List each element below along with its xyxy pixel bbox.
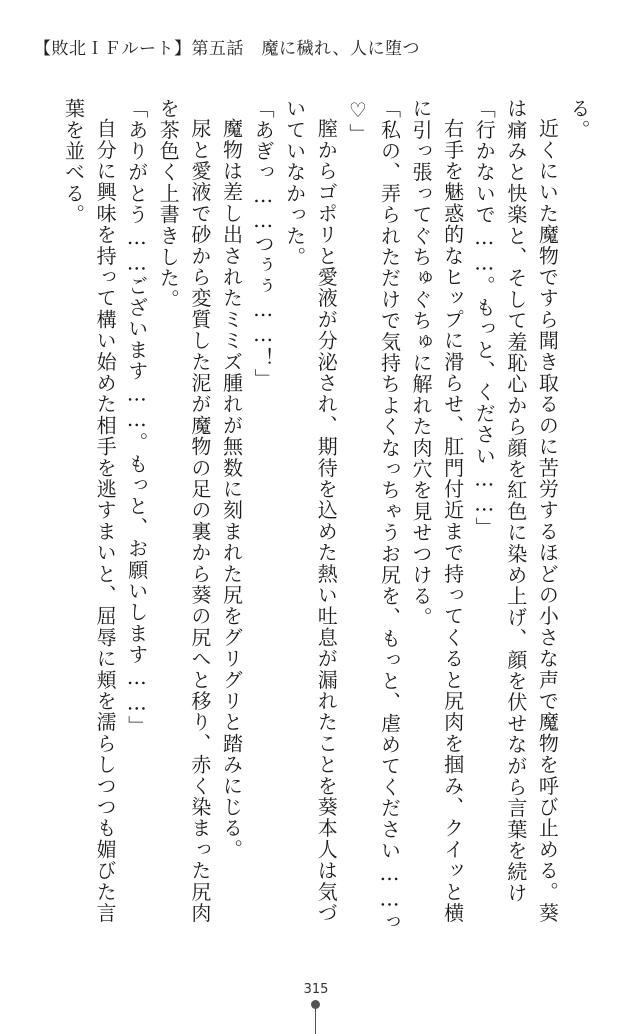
paragraph: 魔物は差し出されたミミズ腫れが無数に刻まれた尻をグリグリと踏みにじる。 (219, 118, 244, 860)
dialogue-line: 「あぎっ……つぅぅ……！」 (251, 98, 276, 390)
paragraph: 近くにいた魔物ですら聞き取るのに苦労するほどの小さな声で魔物を呼び止める。葵は痛みと快楽と、そして羞恥心から顔を紅色に染め上げ、顔を伏せながら言葉を続け (503, 98, 560, 924)
running-header: 【敗北ＩＦルート】第五話 魔に穢れ、人に堕つ (34, 39, 421, 59)
paragraph: 膣からゴポリと愛液が分泌され、期待を込めた熱い吐息が漏れたことを葵本人は気づいていなかった。 (282, 98, 339, 924)
paragraph: 自分に興味を持って構い始めた相手を逃すまいと、屈辱に頬を濡らしつつも媚びた言葉を並べる。 (61, 98, 118, 924)
dialogue-line: 「行かないで……。もっと、ください……」 (472, 98, 497, 538)
body-text (24, 98, 594, 938)
page-number: 315 (303, 982, 329, 997)
paragraph: 右手を魅惑的なヒップに滑らせ、肛門付近まで持ってくると尻肉を掴み、クイッと横に引っ張ってぐちゅぐちゅに解れた肉穴を見せつける。 (409, 98, 465, 924)
paragraph: 尿と愛液で砂から変質した泥が魔物の足の裏から葵の尻へと移り、赤く染まった尻肉を茶色く上書きした。 (156, 98, 212, 924)
page-marker-dot (311, 1000, 320, 1009)
dialogue-line: 「私の、弄られただけで気持ちよくなっちゃうお尻を、もっと、虐めてください……っ♡」 (345, 98, 402, 933)
paragraph-continuation: る。 (567, 98, 591, 141)
dialogue-line: 「ありがとう……ございます……。もっと、お願いします……」 (124, 98, 149, 737)
